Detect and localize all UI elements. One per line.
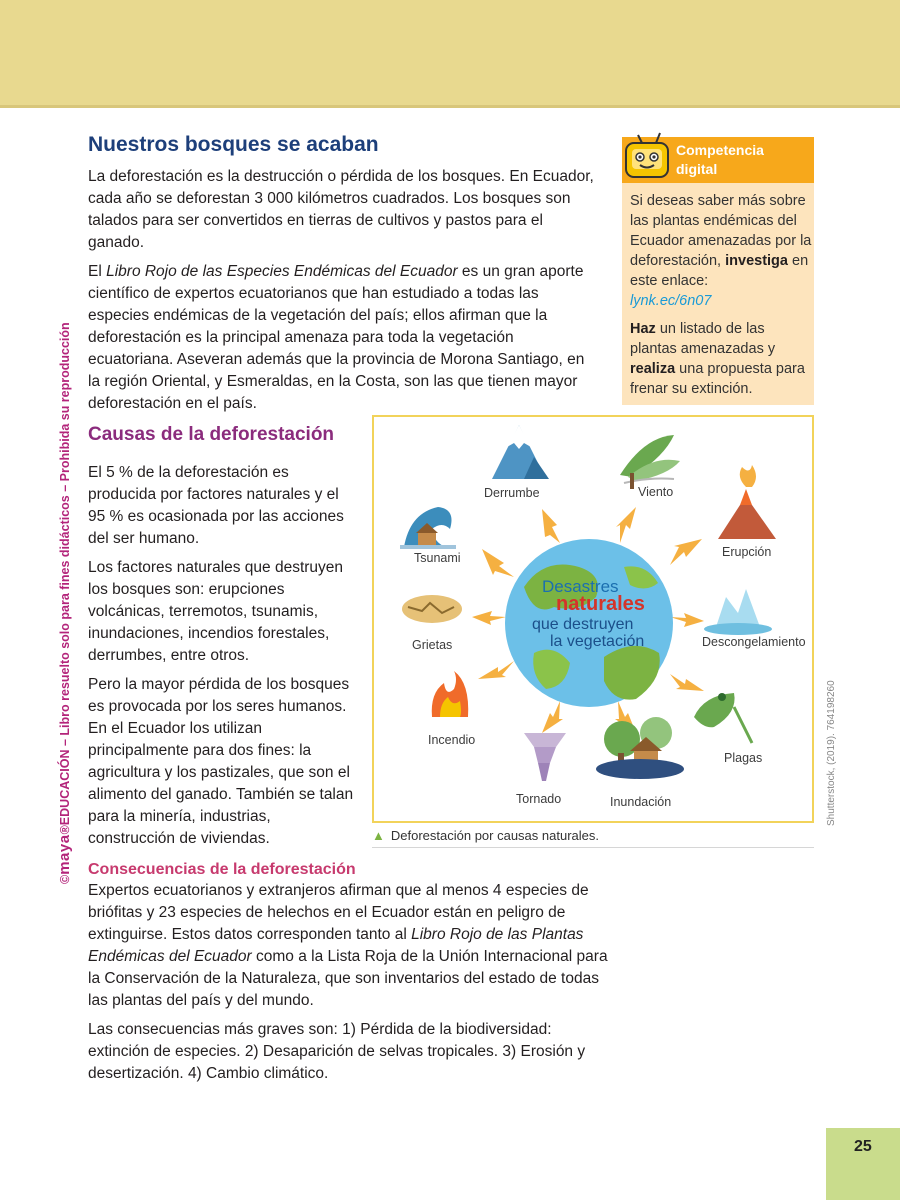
book-title-italic: Libro Rojo de las Especies Endémicas del Ecuador xyxy=(106,263,458,280)
paragraph-porcentajes: El 5 % de la deforestación es producida por factores naturales y el 95 % es ocasionada por las acciones del ser humano. xyxy=(88,464,344,547)
label-derrumbe: Derrumbe xyxy=(484,486,540,500)
center-title-line2: naturales xyxy=(556,593,645,615)
arrow-incendio-icon xyxy=(478,661,514,679)
tornado-icon xyxy=(524,733,566,781)
digital-box-title: Competencia digital xyxy=(676,142,764,177)
flood-icon xyxy=(596,717,684,779)
paragraph-libro-rojo xyxy=(88,261,588,415)
header-band xyxy=(0,0,900,108)
digital-text1-bold: investiga xyxy=(725,253,788,269)
p6-a: Expertos ecuatorianos y extranjeros afirman que al menos 4 especies de briófitas y 23 especies de helechos en el Ecuador están en peligro de extinguirse. Estos datos corresponden tanto al xyxy=(88,882,589,943)
digital-link[interactable]: lynk.ec/6n07 xyxy=(630,293,712,309)
label-erupcion: Erupción xyxy=(722,545,772,559)
p2-pre: El xyxy=(88,263,107,280)
arrow-descongelamiento-icon xyxy=(670,613,704,627)
digital-box-text1 xyxy=(630,191,814,311)
natural-disasters-figure xyxy=(372,415,814,823)
arrow-erupcion-icon xyxy=(670,539,702,565)
p6-b: como a la Lista Roja de la Unión Internacional para la Conservación de la Naturaleza, que son inventarios del estado de todas las plantas del país y del mundo. xyxy=(88,948,608,1009)
book-title-plantas-italic: Libro Rojo de las Plantas Endémicas del Ecuador xyxy=(88,926,584,965)
label-grietas: Grietas xyxy=(412,638,453,652)
section-title-causas: Causas de la deforestación xyxy=(88,424,335,445)
landslide-mountain-icon xyxy=(492,425,549,479)
digital-competence-box xyxy=(622,137,814,405)
center-title-line1: Desastres xyxy=(542,577,619,596)
volcano-eruption-icon xyxy=(718,465,776,539)
arrow-tsunami-icon xyxy=(482,549,514,577)
center-title-line4: la vegetación xyxy=(550,633,645,650)
p2-post: es un gran aporte científico de expertos ecuatorianos que han estudiado a todas las especies endémicas de la vegetación del país; ellos afirman que la deforestación es la principal amenaza para toda la vegetación ecuatoriana. Aseveran además que la provincia de Morona Santiago, en la región Oriental, y Esmeraldas, en la Costa, son las que tienen mayor deforestación en el país. xyxy=(88,263,585,412)
digital-box-body xyxy=(630,191,814,407)
label-plagas: Plagas xyxy=(724,751,763,765)
tsunami-wave-icon xyxy=(400,507,456,549)
label-descongelamiento: Descongelamiento xyxy=(702,635,806,649)
digital-text1-pre: Si deseas saber más sobre las plantas endémicas del Ecuador amenazadas por la deforestación, xyxy=(630,193,812,269)
digital-text1-post: en este enlace: xyxy=(630,253,809,289)
arrow-tornado-icon xyxy=(542,701,563,733)
robot-mascot-icon xyxy=(618,129,676,185)
section-title-consecuencias: Consecuencias de la deforestación xyxy=(88,861,356,878)
digital-text2-bold2: realiza xyxy=(630,361,676,377)
page-number: 25 xyxy=(854,1138,872,1155)
melting-ice-icon xyxy=(704,589,772,635)
arrow-plagas-icon xyxy=(670,674,704,691)
label-inundacion: Inundación xyxy=(610,795,672,809)
label-viento: Viento xyxy=(638,485,674,499)
copyright-text: EDUCACIÓN – Libro resuelto solo para fines didácticos – Prohibida su reproducción xyxy=(58,322,72,826)
section-title-bosques: Nuestros bosques se acaban xyxy=(88,133,379,156)
paragraph-especies-peligro xyxy=(88,880,608,1012)
label-tsunami: Tsunami xyxy=(414,551,461,565)
digital-text2-mid: un listado de las plantas amenazadas y xyxy=(630,321,776,357)
arrow-grietas-icon xyxy=(472,611,506,625)
digital-text2-post: una propuesta para frenar su extinción. xyxy=(630,361,805,397)
paragraph-perdida-humana: Pero la mayor pérdida de los bosques es provocada por los seres humanos. En el Ecuador los utilizan principalmente para dos fines: la agricultura y los pastizales, que son el alimento del ganado. También se talan para la minería, industrias, construcción de viviendas. xyxy=(88,676,354,847)
pest-leaf-icon xyxy=(694,693,752,743)
arrow-derrumbe-icon xyxy=(542,509,560,543)
brand-logo-text: maya xyxy=(56,834,73,875)
paragraph-consecuencias-graves: Las consecuencias más graves son: 1) Pérdida de la biodiversidad: extinción de especies. 2) Desaparición de selvas tropicales. 3) Erosión y desertización. 4) Cambio climático. xyxy=(88,1021,586,1082)
caption-text: Deforestación por causas naturales. xyxy=(390,828,599,843)
digital-box-text2 xyxy=(630,319,814,399)
arrow-viento-icon xyxy=(616,507,636,543)
earth-cracks-icon xyxy=(402,595,462,623)
wildfire-icon xyxy=(432,671,468,717)
registered-symbol: ® xyxy=(58,825,72,835)
label-incendio: Incendio xyxy=(428,733,476,747)
paragraph-factores-naturales: Los factores naturales que destruyen los bosques son: erupciones volcánicas, terremotos, tsunamis, inundaciones, incendios forestales, derrumbes, entre otros. xyxy=(88,559,344,664)
paragraph-deforestacion-definicion: La deforestación es la destrucción o pérdida de los bosques. En Ecuador, cada año se deforestan 3 000 kilómetros cuadrados. Los bosques son talados para ser convertidos en tierras de cultivos y pastos para el ganado. xyxy=(88,168,594,251)
digital-text2-bold1: Haz xyxy=(630,321,656,337)
copyright-symbol: © xyxy=(58,874,72,884)
page-number-tab xyxy=(826,1128,900,1200)
wind-trees-icon xyxy=(620,435,680,489)
label-tornado: Tornado xyxy=(516,792,562,806)
figure-caption xyxy=(372,828,814,848)
center-title-line3: que destruyen xyxy=(532,616,634,633)
image-credit-text: Shutterstock, (2019). 764198260 xyxy=(826,680,837,826)
caption-triangle-icon: ▲ xyxy=(372,828,385,843)
